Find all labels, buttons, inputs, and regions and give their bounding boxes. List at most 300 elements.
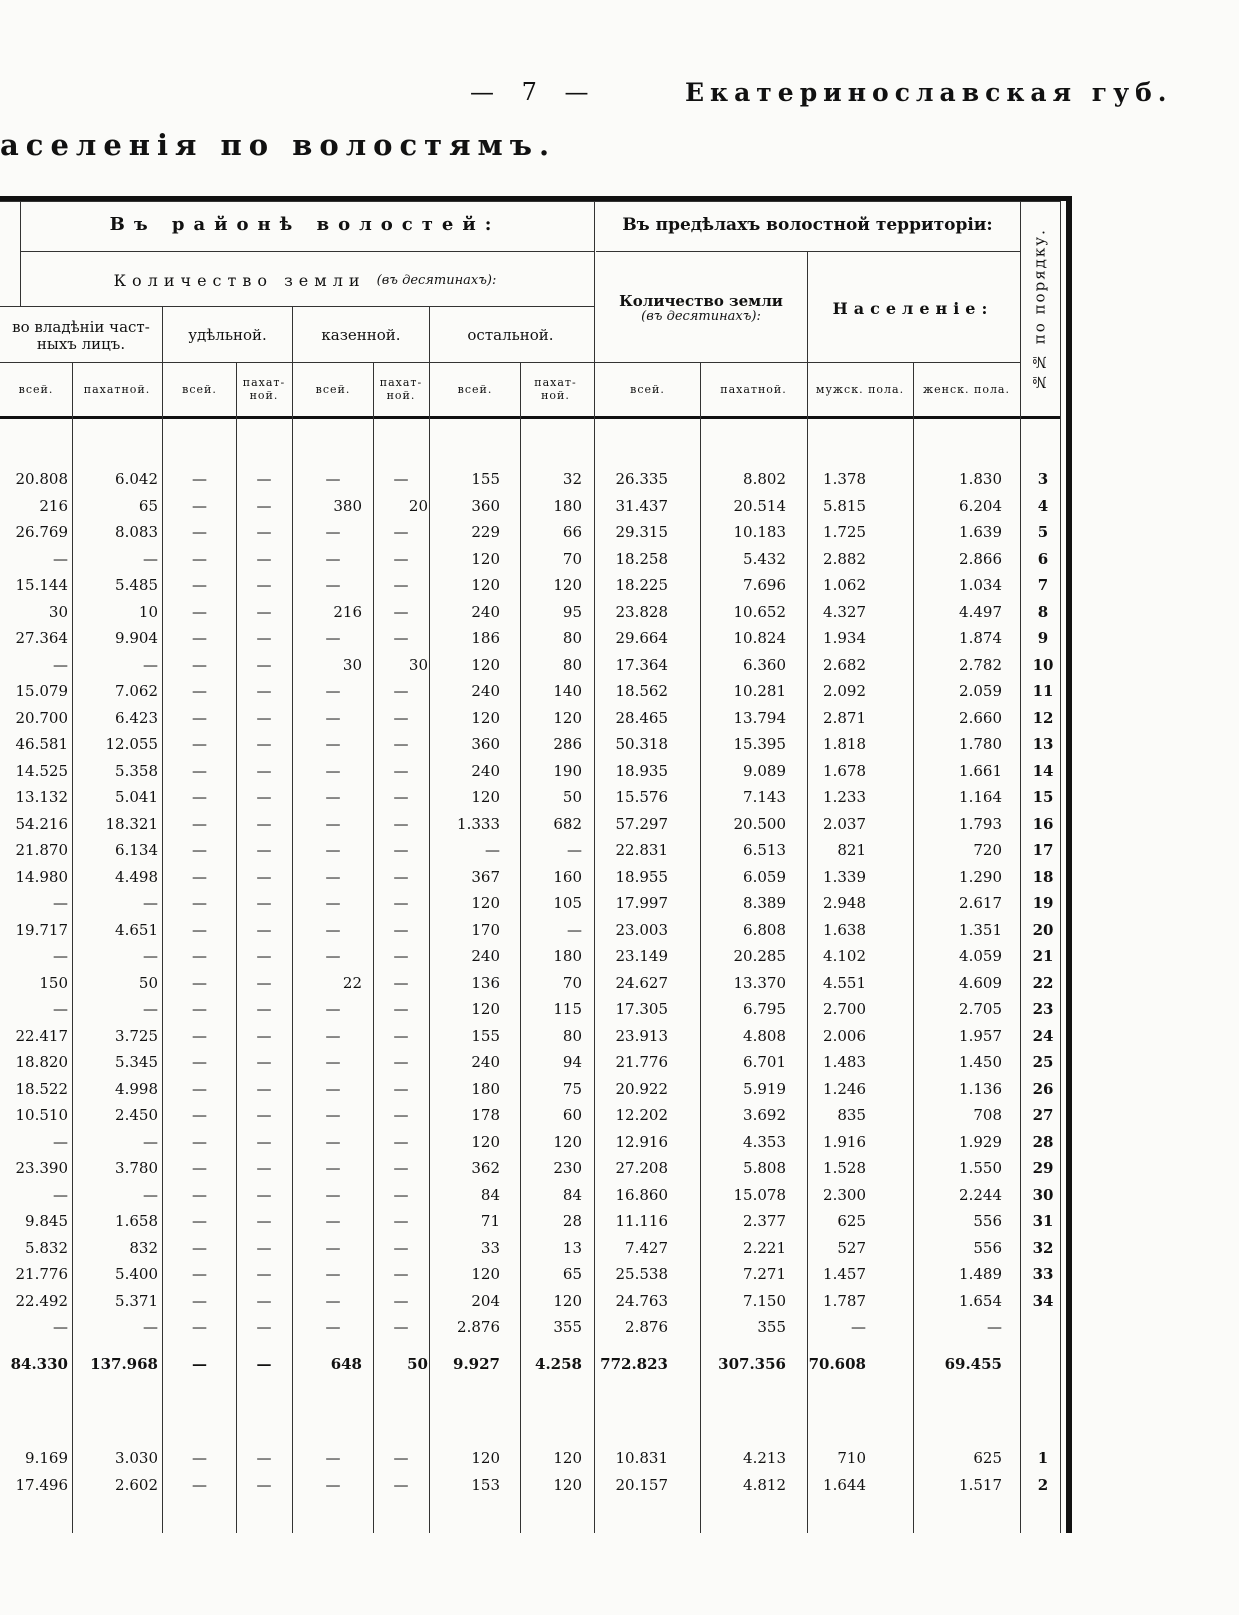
table-cell: —: [256, 1159, 272, 1177]
table-cell: —: [393, 1291, 409, 1310]
table-cell: 120: [471, 1449, 500, 1467]
row-number: 31: [1032, 1212, 1054, 1230]
table-cell: —: [325, 1159, 341, 1177]
table-cell: 18.225: [615, 576, 668, 594]
table-cell: 1.164: [959, 788, 1002, 806]
table-cell: —: [393, 1026, 409, 1045]
table-cell: 1.290: [959, 867, 1002, 886]
table-cell: 1.550: [959, 1159, 1002, 1177]
table-cell: —: [143, 947, 158, 965]
table-cell: 120: [471, 894, 500, 912]
row-number: 11: [1032, 682, 1054, 700]
table-cell: 5.358: [115, 761, 158, 780]
table-cell: —: [192, 1053, 207, 1071]
table-cell: 4.651: [115, 920, 158, 939]
table-cell: 5.041: [115, 788, 158, 806]
table-cell: 5.919: [743, 1079, 786, 1098]
table-cell: 204: [471, 1291, 500, 1310]
table-cell: 84: [562, 1185, 582, 1204]
table-cell: 9.927: [453, 1354, 500, 1373]
table-cell: —: [325, 1449, 341, 1467]
table-cell: 7.143: [743, 788, 786, 806]
table-cell: 7.696: [743, 576, 786, 594]
table-cell: 80: [562, 1026, 582, 1045]
table-cell: 33: [480, 1238, 500, 1257]
table-cell: 1.246: [823, 1079, 866, 1098]
row-number: 17: [1032, 841, 1054, 859]
table-cell: 23.003: [615, 920, 668, 939]
table-cell: —: [192, 1000, 207, 1018]
table-cell: 2.092: [823, 682, 866, 700]
table-cell: —: [256, 602, 272, 621]
table-cell: 9.169: [25, 1449, 68, 1467]
table-cell: —: [393, 1318, 409, 1336]
col-private-total: всей.: [18, 382, 54, 396]
table-cell: 25.538: [615, 1265, 668, 1283]
table-cell: —: [53, 549, 68, 568]
table-cell: 21.776: [615, 1053, 668, 1071]
table-cell: 1.378: [823, 470, 866, 488]
table-cell: —: [192, 1159, 207, 1177]
table-cell: 362: [471, 1159, 500, 1177]
table-cell: 708: [973, 1106, 1002, 1124]
table-cell: —: [567, 920, 582, 939]
table-cell: —: [256, 814, 272, 833]
table-cell: 9.089: [743, 761, 786, 780]
table-cell: 2.782: [959, 655, 1002, 674]
table-cell: 80: [562, 655, 582, 674]
table-cell: 2.602: [115, 1475, 158, 1494]
table-cell: 8.802: [743, 470, 786, 488]
table-cell: —: [325, 894, 341, 912]
table-cell: 120: [553, 1291, 582, 1310]
table-cell: 18.955: [615, 867, 668, 886]
table-cell: 30: [48, 602, 68, 621]
table-cell: 7.150: [743, 1291, 786, 1310]
col-other-total: всей.: [457, 382, 493, 396]
header-district: Въ районѣ волостей:: [109, 214, 501, 236]
table-cell: 66: [562, 523, 582, 541]
table-cell: 29.664: [615, 629, 668, 647]
table-cell: —: [192, 973, 207, 992]
table-cell: —: [393, 470, 409, 488]
table-cell: 1.638: [823, 920, 866, 939]
table-cell: 120: [553, 708, 582, 727]
table-cell: —: [325, 1475, 341, 1494]
row-number: 30: [1032, 1185, 1054, 1204]
table-cell: 28.465: [615, 708, 668, 727]
table-cell: 5.432: [743, 549, 786, 568]
table-cell: —: [256, 947, 272, 965]
table-cell: 307.356: [718, 1354, 786, 1373]
table-cell: —: [192, 841, 207, 859]
table-cell: 4.353: [743, 1132, 786, 1151]
table-cell: —: [256, 576, 272, 594]
table-cell: —: [192, 1238, 207, 1257]
table-cell: 286: [553, 735, 582, 753]
table-cell: 26.335: [615, 470, 668, 488]
table-cell: 10.652: [733, 602, 786, 621]
table-cell: —: [192, 708, 207, 727]
table-cell: —: [325, 735, 341, 753]
table-cell: —: [325, 1026, 341, 1045]
col-state-arable: пахат-ной.: [379, 376, 423, 402]
table-cell: —: [256, 1475, 272, 1494]
table-cell: 15.576: [615, 788, 668, 806]
table-cell: 180: [471, 1079, 500, 1098]
table-cell: —: [256, 1106, 272, 1124]
table-cell: 120: [471, 1132, 500, 1151]
table-cell: —: [393, 1449, 409, 1467]
table-cell: 20.922: [615, 1079, 668, 1098]
table-cell: 65: [138, 496, 158, 515]
table-cell: 4.998: [115, 1079, 158, 1098]
table-cell: 1.654: [959, 1291, 1002, 1310]
table-cell: —: [192, 549, 207, 568]
table-cell: —: [192, 1291, 207, 1310]
table-cell: 50: [407, 1354, 428, 1373]
table-cell: —: [325, 1106, 341, 1124]
table-cell: 6.513: [743, 841, 786, 859]
table-cell: 1.517: [959, 1475, 1002, 1494]
table-cell: 26.769: [15, 523, 68, 541]
table-cell: —: [256, 894, 272, 912]
table-cell: —: [325, 1238, 341, 1257]
table-cell: 70: [562, 549, 582, 568]
table-cell: —: [192, 1079, 207, 1098]
table-cell: 2.300: [823, 1185, 866, 1204]
table-cell: 6.808: [743, 920, 786, 939]
table-cell: 15.078: [733, 1185, 786, 1204]
table-cell: 1.528: [823, 1159, 866, 1177]
col-female: женск. пола.: [923, 382, 1010, 396]
table-cell: —: [256, 1053, 272, 1071]
table-cell: 23.913: [615, 1026, 668, 1045]
row-number: 4: [1037, 496, 1049, 515]
table-cell: 75: [562, 1079, 582, 1098]
table-cell: 137.968: [90, 1354, 158, 1373]
table-cell: —: [325, 523, 341, 541]
table-cell: 69.455: [944, 1354, 1002, 1373]
table-cell: 70: [562, 973, 582, 992]
row-number: 9: [1037, 629, 1049, 647]
table-cell: 2.876: [625, 1318, 668, 1336]
table-cell: 6.204: [959, 496, 1002, 515]
table-cell: 2.006: [823, 1026, 866, 1045]
table-cell: 6.795: [743, 1000, 786, 1018]
table-cell: —: [393, 894, 409, 912]
table-cell: —: [325, 814, 341, 833]
table-cell: 18.522: [15, 1079, 68, 1098]
table-cell: 9.845: [25, 1212, 68, 1230]
table-cell: 4.497: [959, 602, 1002, 621]
table-cell: —: [393, 602, 409, 621]
table-cell: —: [325, 576, 341, 594]
table-cell: 625: [837, 1212, 866, 1230]
table-cell: 120: [471, 655, 500, 674]
table-cell: —: [325, 1212, 341, 1230]
table-cell: 50: [138, 973, 158, 992]
terr-land-label: Количество земли: [619, 291, 783, 310]
table-cell: —: [192, 1318, 207, 1336]
table-cell: 70.608: [808, 1354, 866, 1373]
table-cell: 556: [973, 1212, 1002, 1230]
table-cell: 17.305: [615, 1000, 668, 1018]
table-cell: 355: [757, 1318, 786, 1336]
table-cell: —: [143, 1185, 158, 1204]
table-cell: —: [567, 841, 582, 859]
table-cell: 32: [562, 470, 582, 488]
table-cell: 84.330: [10, 1354, 68, 1373]
table-cell: 140: [553, 682, 582, 700]
table-cell: 4.498: [115, 867, 158, 886]
table-cell: 2.866: [959, 549, 1002, 568]
row-number: 28: [1032, 1132, 1054, 1151]
table-cell: 27.364: [15, 629, 68, 647]
table-cell: 648: [330, 1354, 362, 1373]
row-number: 3: [1037, 470, 1049, 488]
table-cell: —: [325, 708, 341, 727]
table-cell: 24.763: [615, 1291, 668, 1310]
header-population: Населеніе:: [832, 298, 994, 318]
table-cell: 625: [973, 1449, 1002, 1467]
table-cell: 2.882: [823, 549, 866, 568]
table-cell: 5.400: [115, 1265, 158, 1283]
table-cell: 216: [39, 496, 68, 515]
table-cell: —: [192, 576, 207, 594]
header-state: казенной.: [321, 326, 401, 345]
table-cell: 155: [471, 1026, 500, 1045]
table-cell: 7.427: [625, 1238, 668, 1257]
table-cell: 153: [471, 1475, 500, 1494]
table-cell: 17.364: [615, 655, 668, 674]
table-cell: 1.793: [959, 814, 1002, 833]
table-cell: 6.059: [743, 867, 786, 886]
table-cell: 65: [562, 1265, 582, 1283]
table-cell: 14.525: [15, 761, 68, 780]
table-cell: —: [192, 1026, 207, 1045]
row-number: 15: [1032, 788, 1054, 806]
table-cell: —: [325, 1185, 341, 1204]
table-cell: 120: [553, 1132, 582, 1151]
table-cell: —: [192, 470, 207, 488]
table-cell: 31.437: [615, 496, 668, 515]
table-cell: —: [256, 841, 272, 859]
table-cell: —: [53, 655, 68, 674]
table-cell: —: [256, 1265, 272, 1283]
table-cell: 1.787: [823, 1291, 866, 1310]
table-cell: 8.083: [115, 523, 158, 541]
table-cell: —: [256, 1000, 272, 1018]
table-cell: 527: [837, 1238, 866, 1257]
table-cell: —: [256, 708, 272, 727]
header-private: во владѣніи част-ныхъ лицъ.: [12, 317, 150, 353]
table-cell: 240: [471, 682, 500, 700]
row-number: 6: [1037, 549, 1049, 568]
table-cell: 23.828: [615, 602, 668, 621]
table-cell: —: [192, 788, 207, 806]
row-number: 26: [1032, 1079, 1054, 1098]
table-cell: 13: [562, 1238, 582, 1257]
table-cell: 5.808: [743, 1159, 786, 1177]
table-cell: 18.258: [615, 549, 668, 568]
table-cell: —: [325, 1318, 341, 1336]
table-cell: 20.808: [15, 470, 68, 488]
table-cell: —: [256, 1291, 272, 1310]
table-cell: —: [393, 841, 409, 859]
table-cell: 1.483: [823, 1053, 866, 1071]
table-cell: —: [325, 947, 341, 965]
table-cell: —: [393, 708, 409, 727]
table-cell: —: [192, 1475, 207, 1494]
province-title: Екатеринославская губ.: [685, 78, 1173, 107]
table-cell: 57.297: [615, 814, 668, 833]
table-cell: —: [393, 549, 409, 568]
table-cell: 22.492: [15, 1291, 68, 1310]
table-cell: —: [393, 1238, 409, 1257]
table-cell: —: [53, 1318, 68, 1336]
table-cell: 2.617: [959, 894, 1002, 912]
table-cell: 120: [471, 1000, 500, 1018]
table-cell: —: [256, 470, 272, 488]
table-cell: 6.423: [115, 708, 158, 727]
table-cell: 556: [973, 1238, 1002, 1257]
row-number: 14: [1032, 761, 1054, 780]
table-cell: 1.658: [115, 1212, 158, 1230]
table-cell: —: [325, 867, 341, 886]
table-cell: —: [393, 682, 409, 700]
table-cell: 120: [553, 576, 582, 594]
table-cell: 27.208: [615, 1159, 668, 1177]
table-cell: —: [393, 735, 409, 753]
table-cell: —: [325, 1132, 341, 1151]
table-cell: 17.496: [15, 1475, 68, 1494]
table-cell: 22.831: [615, 841, 668, 859]
table-cell: —: [192, 761, 207, 780]
table-cell: 2.871: [823, 708, 866, 727]
table-cell: 4.258: [535, 1354, 582, 1373]
table-cell: 2.450: [115, 1106, 158, 1124]
table-cell: 120: [471, 549, 500, 568]
table-cell: —: [393, 867, 409, 886]
table-cell: —: [256, 629, 272, 647]
table-cell: 120: [553, 1449, 582, 1467]
table-cell: —: [393, 920, 409, 939]
table-cell: 105: [553, 894, 582, 912]
table-cell: —: [192, 602, 207, 621]
header-land-amount: [20, 256, 590, 306]
table-cell: 230: [553, 1159, 582, 1177]
table-cell: 1.062: [823, 576, 866, 594]
row-number: 25: [1032, 1053, 1054, 1071]
table-cell: 24.627: [615, 973, 668, 992]
table-cell: —: [256, 523, 272, 541]
table-cell: —: [143, 655, 158, 674]
table-cell: —: [53, 1132, 68, 1151]
table-cell: —: [192, 920, 207, 939]
table-cell: 15.144: [15, 576, 68, 594]
table-cell: —: [325, 1053, 341, 1071]
table-cell: 1.233: [823, 788, 866, 806]
table-cell: —: [256, 973, 272, 992]
table-cell: —: [325, 549, 341, 568]
table-cell: 240: [471, 761, 500, 780]
table-cell: —: [192, 1132, 207, 1151]
table-cell: —: [393, 1185, 409, 1204]
table-cell: —: [192, 1354, 207, 1373]
table-cell: 5.832: [25, 1238, 68, 1257]
row-number: 1: [1037, 1449, 1049, 1467]
table-cell: 4.808: [743, 1026, 786, 1045]
table-cell: 10.281: [733, 682, 786, 700]
table-cell: 4.609: [959, 973, 1002, 992]
header-terr-land: [595, 256, 807, 362]
table-cell: 2.221: [743, 1238, 786, 1257]
table-cell: 20.500: [733, 814, 786, 833]
table-cell: 54.216: [15, 814, 68, 833]
terr-land-unit: (въ десятинахъ):: [641, 309, 761, 325]
header-order-no: №№ по порядку.: [1030, 228, 1049, 392]
table-cell: 120: [471, 576, 500, 594]
table-cell: —: [192, 1212, 207, 1230]
table-cell: —: [393, 1106, 409, 1124]
table-cell: —: [53, 1185, 68, 1204]
table-cell: 20.514: [733, 496, 786, 515]
table-cell: —: [325, 920, 341, 939]
table-cell: 46.581: [15, 735, 68, 753]
table-cell: 1.136: [959, 1079, 1002, 1098]
table-cell: —: [393, 1000, 409, 1018]
table-cell: 1.661: [959, 761, 1002, 780]
table-cell: 94: [562, 1053, 582, 1071]
table-cell: —: [393, 523, 409, 541]
row-number: 34: [1032, 1291, 1054, 1310]
table-cell: 186: [471, 629, 500, 647]
table-cell: 1.034: [959, 576, 1002, 594]
table-cell: 13.794: [733, 708, 786, 727]
table-cell: 18.562: [615, 682, 668, 700]
table-cell: 30: [342, 655, 362, 674]
table-cell: 180: [553, 496, 582, 515]
table-cell: 2.377: [743, 1212, 786, 1230]
table-cell: 710: [837, 1449, 866, 1467]
table-cell: 1.333: [457, 814, 500, 833]
table-cell: 12.055: [105, 735, 158, 753]
table-cell: 1.934: [823, 629, 866, 647]
table-cell: 240: [471, 1053, 500, 1071]
table-cell: 240: [471, 602, 500, 621]
col-private-arable: пахатной.: [83, 382, 151, 396]
row-number: 21: [1032, 947, 1054, 965]
table-cell: —: [256, 1212, 272, 1230]
table-cell: 20.157: [615, 1475, 668, 1494]
row-number: 16: [1032, 814, 1054, 833]
table-cell: 16.860: [615, 1185, 668, 1204]
table-cell: —: [393, 1053, 409, 1071]
col-state-total: всей.: [315, 382, 351, 396]
table-cell: 12.202: [615, 1106, 668, 1124]
table-cell: 23.390: [15, 1159, 68, 1177]
table-cell: 7.271: [743, 1265, 786, 1283]
table-cell: —: [256, 761, 272, 780]
table-cell: —: [143, 549, 158, 568]
table-cell: —: [143, 894, 158, 912]
table-cell: 4.327: [823, 602, 866, 621]
table-cell: 190: [553, 761, 582, 780]
header-territory: Въ предѣлахъ волостной территоріи:: [622, 214, 993, 235]
table-cell: 120: [553, 1475, 582, 1494]
table-cell: 355: [553, 1318, 582, 1336]
